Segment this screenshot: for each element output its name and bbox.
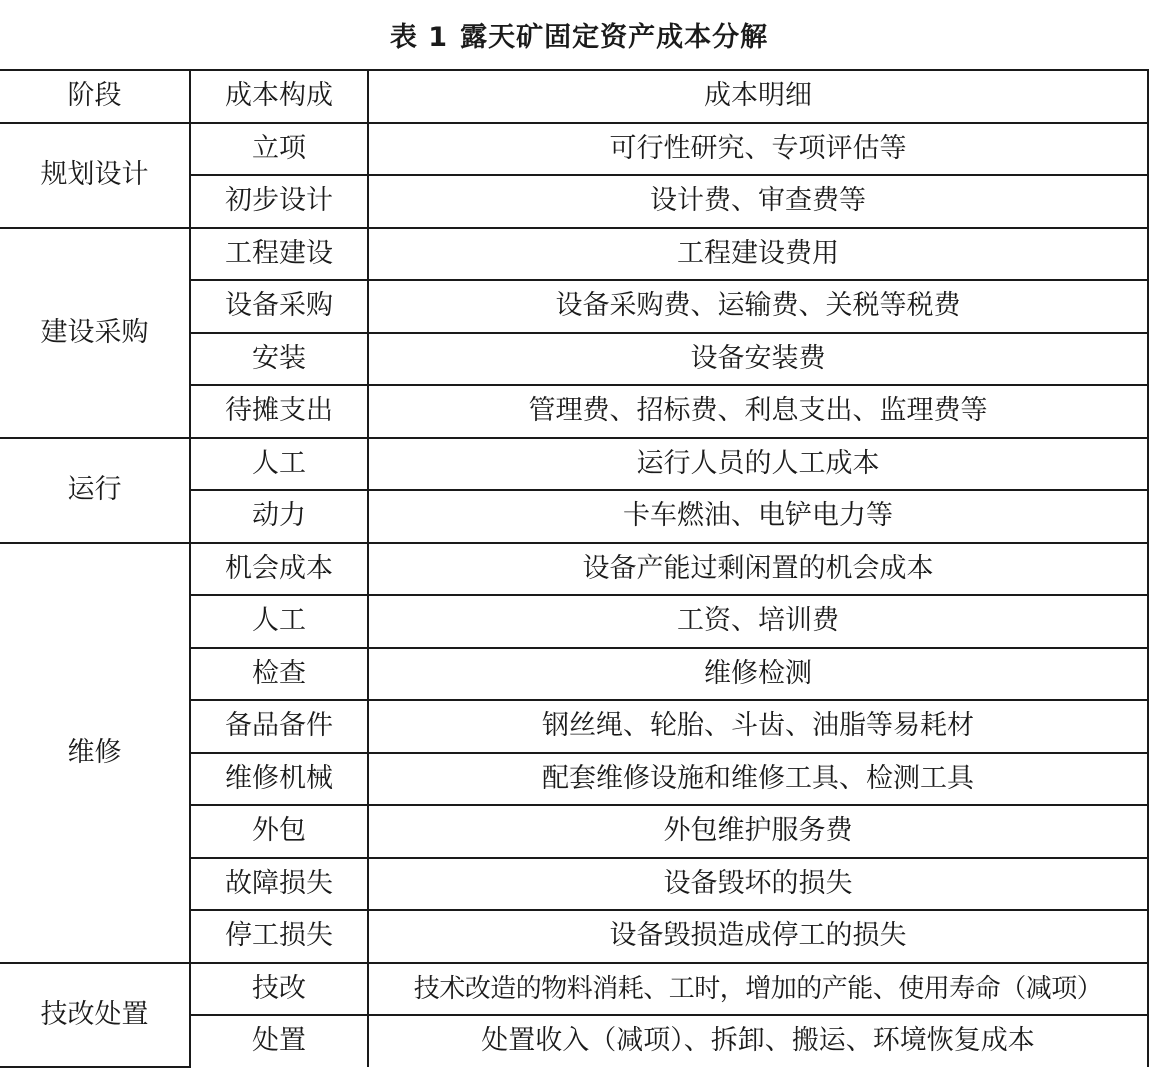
component-cell: 待摊支出 bbox=[190, 385, 368, 438]
caption-label: 表 1 bbox=[389, 22, 449, 53]
component-cell: 维修机械 bbox=[190, 753, 368, 806]
detail-cell: 设备采购费、运输费、关税等税费 bbox=[368, 280, 1148, 333]
header-row bbox=[0, 70, 1148, 123]
table-caption bbox=[0, 18, 1158, 58]
stage-cell: 建设采购 bbox=[0, 228, 190, 438]
table-row bbox=[0, 438, 1148, 491]
component-cell: 动力 bbox=[190, 490, 368, 543]
detail-cell: 设备毁坏的损失 bbox=[368, 858, 1148, 911]
detail-cell: 卡车燃油、电铲电力等 bbox=[368, 490, 1148, 543]
stage-cell: 运行 bbox=[0, 438, 190, 543]
detail-cell: 钢丝绳、轮胎、斗齿、油脂等易耗材 bbox=[368, 700, 1148, 753]
detail-cell: 可行性研究、专项评估等 bbox=[368, 123, 1148, 176]
detail-cell: 设备产能过剩闲置的机会成本 bbox=[368, 543, 1148, 596]
stage-cell: 技改处置 bbox=[0, 963, 190, 1067]
cost-breakdown-table bbox=[0, 69, 1149, 1068]
detail-cell: 外包维护服务费 bbox=[368, 805, 1148, 858]
table-row bbox=[0, 543, 1148, 596]
component-cell: 技改 bbox=[190, 963, 368, 1016]
component-cell: 设备采购 bbox=[190, 280, 368, 333]
detail-cell: 设备毁损造成停工的损失 bbox=[368, 910, 1148, 963]
component-cell: 机会成本 bbox=[190, 543, 368, 596]
header-stage: 阶段 bbox=[0, 70, 190, 123]
header-component: 成本构成 bbox=[190, 70, 368, 123]
component-cell: 检查 bbox=[190, 648, 368, 701]
component-cell: 人工 bbox=[190, 438, 368, 491]
component-cell: 立项 bbox=[190, 123, 368, 176]
stage-cell: 规划设计 bbox=[0, 123, 190, 228]
detail-cell: 技术改造的物料消耗、工时，增加的产能、使用寿命（减项） bbox=[368, 963, 1148, 1016]
component-cell: 工程建设 bbox=[190, 228, 368, 281]
table-row bbox=[0, 228, 1148, 281]
detail-cell: 处置收入（减项）、拆卸、搬运、环境恢复成本 bbox=[368, 1015, 1148, 1067]
detail-cell: 管理费、招标费、利息支出、监理费等 bbox=[368, 385, 1148, 438]
table-row bbox=[0, 123, 1148, 176]
stage-cell: 维修 bbox=[0, 543, 190, 963]
table-row bbox=[0, 963, 1148, 1016]
component-cell: 备品备件 bbox=[190, 700, 368, 753]
component-cell: 外包 bbox=[190, 805, 368, 858]
detail-cell: 运行人员的人工成本 bbox=[368, 438, 1148, 491]
caption-title: 露天矿固定资产成本分解 bbox=[460, 22, 769, 53]
detail-cell: 设计费、审查费等 bbox=[368, 175, 1148, 228]
component-cell: 处置 bbox=[190, 1015, 368, 1067]
component-cell: 安装 bbox=[190, 333, 368, 386]
component-cell: 人工 bbox=[190, 595, 368, 648]
component-cell: 故障损失 bbox=[190, 858, 368, 911]
detail-cell: 工资、培训费 bbox=[368, 595, 1148, 648]
header-detail: 成本明细 bbox=[368, 70, 1148, 123]
detail-cell: 维修检测 bbox=[368, 648, 1148, 701]
detail-cell: 配套维修设施和维修工具、检测工具 bbox=[368, 753, 1148, 806]
detail-cell: 工程建设费用 bbox=[368, 228, 1148, 281]
component-cell: 停工损失 bbox=[190, 910, 368, 963]
detail-cell: 设备安装费 bbox=[368, 333, 1148, 386]
component-cell: 初步设计 bbox=[190, 175, 368, 228]
